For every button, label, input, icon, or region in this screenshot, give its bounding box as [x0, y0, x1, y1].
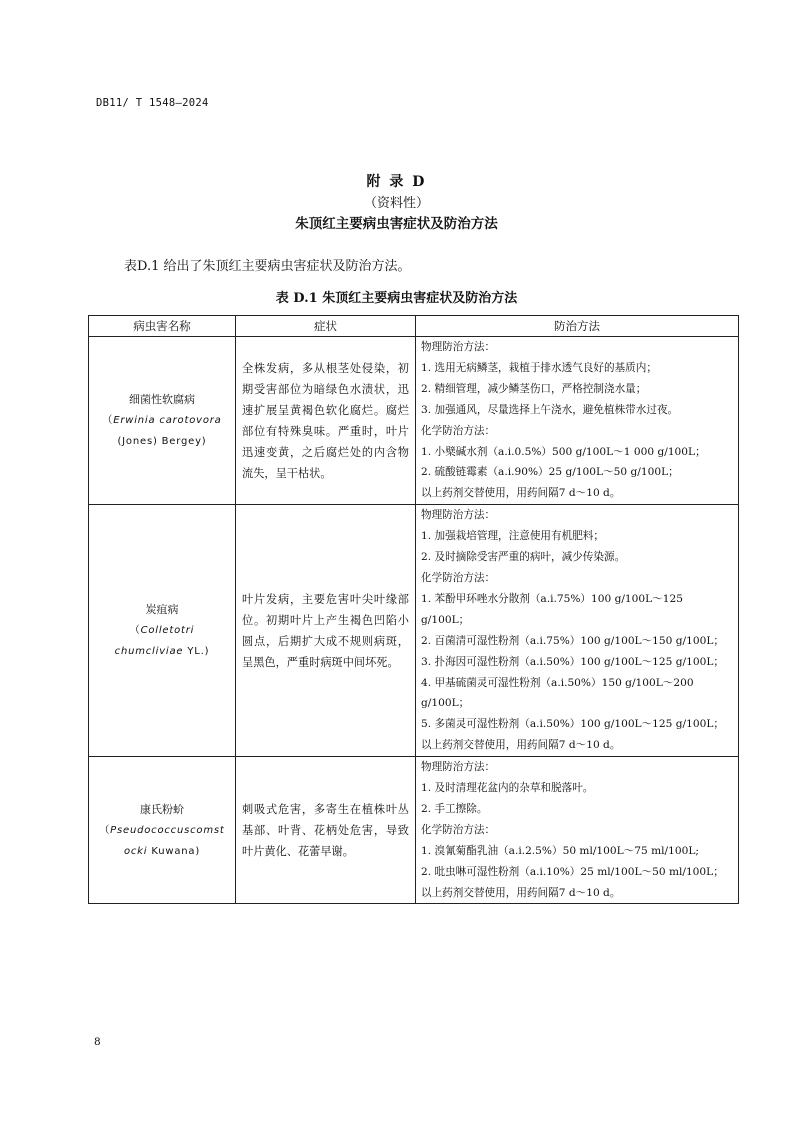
control-method-line: 1. 选用无病鳞茎，栽植于排水透气良好的基质内；	[421, 361, 657, 374]
latin-authority: Kuwana)	[151, 845, 201, 857]
standard-code: DB11/ T 1548—2024	[96, 97, 209, 109]
latin-open-paren: （	[99, 824, 111, 836]
control-method-line: 1. 苯酚甲环唑水分散剂（a.i.75%）100 g/100L～125 g/100L；	[421, 592, 683, 626]
pest-name-cell	[89, 337, 236, 505]
control-method-cell	[416, 757, 739, 904]
pest-name-cell	[89, 757, 236, 904]
latin-genus-species: Pseudococcuscomst ocki	[110, 824, 225, 857]
control-method-line: 物理防治方法：	[421, 761, 496, 774]
control-method-line: 物理防治方法：	[421, 341, 496, 353]
intro-paragraph: 表D.1 给出了朱顶红主要病虫害症状及防治方法。	[124, 259, 411, 274]
pest-name-chinese: 细菌性软腐病	[129, 393, 195, 407]
latin-authority: (Jones) Bergey)	[117, 436, 207, 448]
control-method-line: 以上药剂交替使用，用药间隔7 d～10 d。	[421, 886, 621, 899]
latin-open-paren: （	[102, 415, 114, 427]
appendix-title: 朱顶红主要病虫害症状及防治方法	[295, 216, 498, 232]
control-method-line: 1. 及时清理花盆内的杂草和脱落叶。	[421, 782, 594, 795]
control-method-line: 5. 多菌灵可湿性粉剂（a.i.50%）100 g/100L～125 g/100L；	[421, 718, 724, 731]
pest-name-chinese: 康氏粉蚧	[140, 802, 184, 816]
symptom-cell: 全株发病，多从根茎处侵染，初期受害部位为暗绿色水渍状，迅速扩展呈黄褐色软化腐烂。腐烂部位有特殊臭味。严重时，叶片迅速变黄，之后腐烂处的内含物流失，呈干枯状。	[236, 337, 416, 505]
control-method-cell	[416, 505, 739, 757]
header-pest-name: 病虫害名称	[89, 316, 236, 337]
header-control-method: 防治方法	[416, 316, 739, 337]
latin-open-paren: （	[129, 625, 141, 637]
control-method-line: 以上药剂交替使用，用药间隔7 d～10 d。	[421, 487, 621, 500]
pest-control-table	[88, 315, 739, 904]
control-method-line: 2. 手工擦除。	[421, 802, 488, 815]
pest-name-latin	[95, 620, 229, 662]
pest-name-latin	[95, 820, 229, 862]
table-row	[89, 337, 739, 505]
pest-name-cell	[89, 505, 236, 757]
control-method-line: 1. 溴氰菊酯乳油（a.i.2.5%）50 ml/100L～75 ml/100L;	[421, 844, 699, 857]
control-method-line: 物理防治方法：	[421, 509, 496, 522]
control-method-line: 化学防治方法：	[421, 424, 496, 437]
appendix-nature: （资料性）	[363, 196, 429, 211]
symptom-cell: 叶片发病，主要危害叶尖叶缘部位。初期叶片上产生褐色凹陷小圆点，后期扩大成不规则病斑，呈黑色，严重时病斑中间坏死。	[236, 505, 416, 757]
control-method-line: 2. 吡虫啉可湿性粉剂（a.i.10%）25 ml/100L～50 ml/100L；	[421, 865, 724, 878]
pest-name-chinese: 炭疽病	[145, 603, 179, 617]
control-method-line: 2. 百菌清可湿性粉剂（a.i.75%）100 g/100L～150 g/100L；	[421, 634, 724, 647]
latin-genus-species: Erwinia carotovora	[113, 415, 222, 427]
table-header-row	[89, 316, 739, 337]
appendix-label: 附 录 D	[366, 174, 427, 190]
control-method-line: 2. 硫酸链霉素（a.i.90%）25 g/100L～50 g/100L；	[421, 466, 679, 479]
appendix-heading	[0, 172, 793, 235]
table-row	[89, 757, 739, 904]
table-caption: 表 D.1 朱顶红主要病虫害症状及防治方法	[275, 291, 518, 306]
control-method-line: 以上药剂交替使用，用药间隔7 d～10 d。	[421, 739, 621, 752]
control-method-line: 2. 精细管理，减少鳞茎伤口，严格控制浇水量；	[421, 382, 647, 395]
table-row	[89, 505, 739, 757]
control-method-line: 3. 加强通风，尽量选择上午浇水，避免植株带水过夜。	[421, 403, 679, 416]
control-method-line: 化学防治方法：	[421, 823, 496, 836]
latin-authority: YL.)	[187, 646, 210, 658]
control-method-line: 1. 小檗碱水剂（a.i.0.5%）500 g/100L～1 000 g/100L；	[421, 445, 706, 458]
control-method-line: 3. 扑海因可湿性粉剂（a.i.50%）100 g/100L～125 g/100L；	[421, 655, 724, 668]
control-method-line: 1. 加强栽培管理，注意使用有机肥料；	[421, 530, 604, 543]
control-method-line: 化学防治方法：	[421, 571, 496, 584]
control-method-line: 2. 及时摘除受害严重的病叶，减少传染源。	[421, 551, 626, 564]
header-symptom: 症状	[236, 316, 416, 337]
pest-name-latin	[95, 410, 229, 452]
control-method-cell	[416, 337, 739, 505]
page-number: 8	[94, 1036, 101, 1048]
control-method-line: 4. 甲基硫菌灵可湿性粉剂（a.i.50%）150 g/100L～200 g/100L；	[421, 676, 694, 710]
symptom-cell: 刺吸式危害，多寄生在植株叶丛基部、叶背、花柄处危害，导致叶片黄化、花蕾早谢。	[236, 757, 416, 904]
latin-genus-species: Colletotri chumcliviae	[114, 625, 195, 658]
